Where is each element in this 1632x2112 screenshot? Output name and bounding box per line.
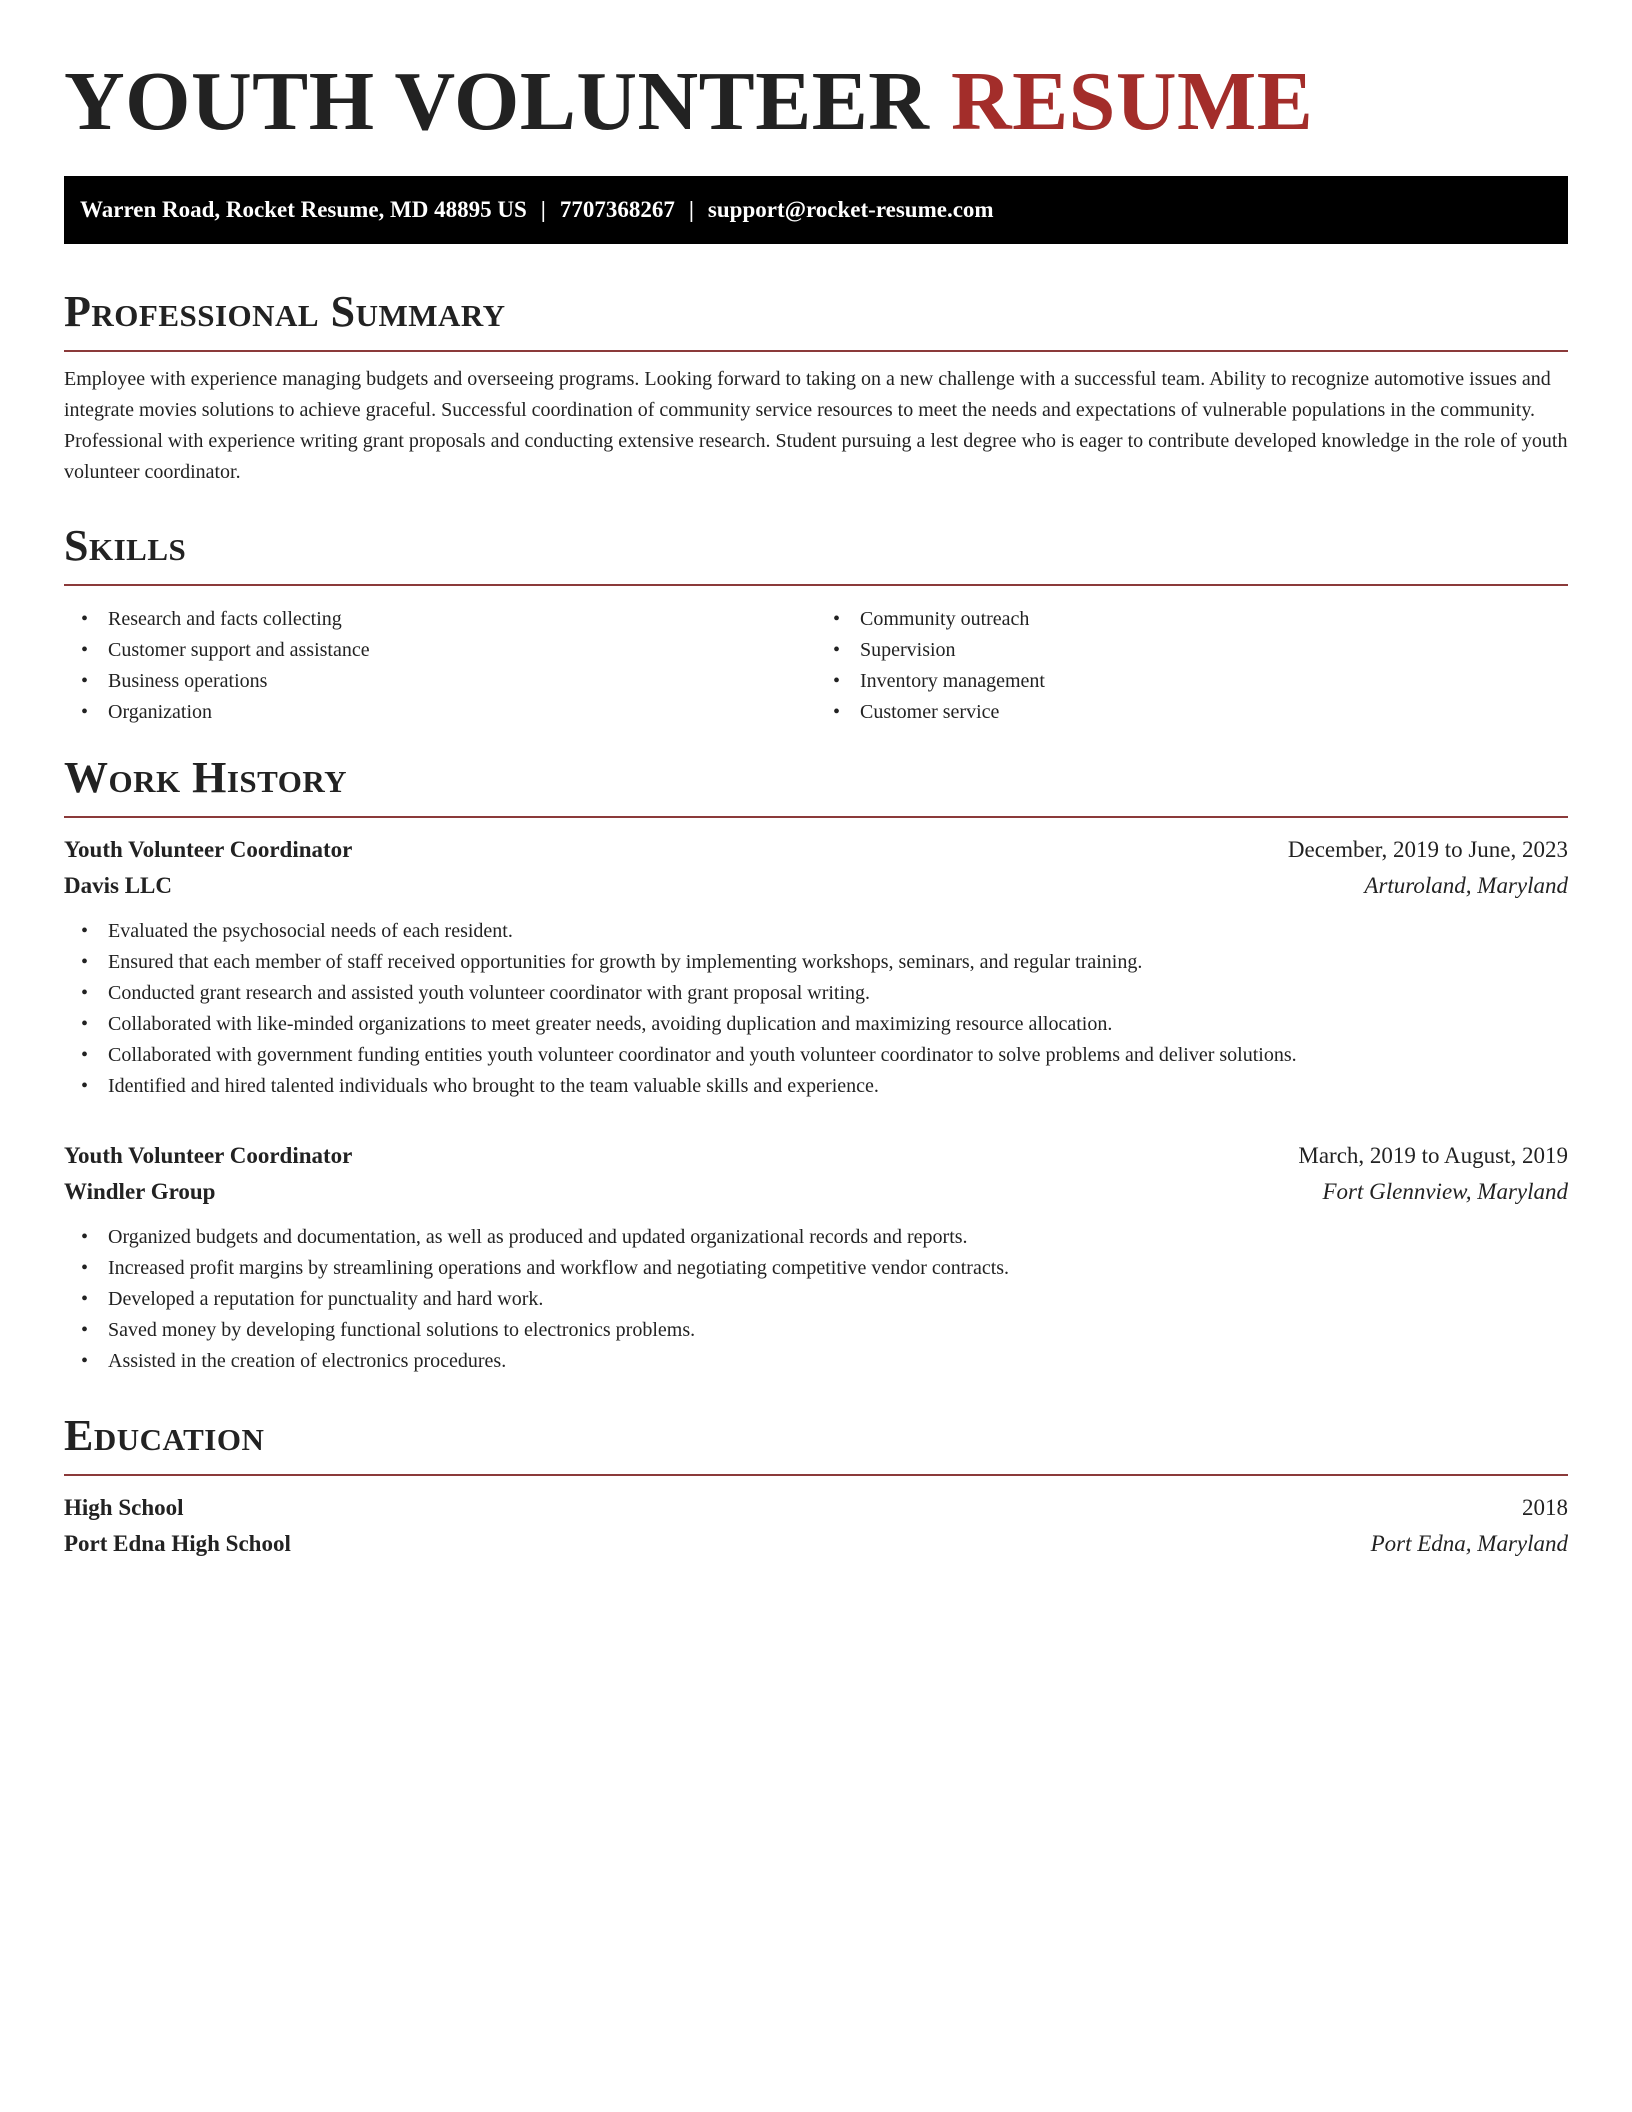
contact-email: support@rocket-resume.com [707,197,994,222]
job-location: Fort Glennview, Maryland [1322,1179,1568,1204]
job-dates: December, 2019 to June, 2023 [1287,837,1568,862]
skill-item: • Organization [108,697,816,728]
job-bullet: • Ensured that each member of staff received opportunities for growth by implementing workshops, seminars, and regular training. [108,947,1568,978]
contact-separator: | [688,197,694,222]
skill-item: • Customer service [860,697,1568,728]
resume-title [64,52,1313,153]
education-degree: High School [64,1495,184,1520]
work-history-section [64,753,1568,1377]
contact-separator: | [540,197,546,222]
education-year: 2018 [1522,1495,1568,1520]
skills-heading: Skills [64,524,1568,586]
job-bullet: • Organized budgets and documentation, as well as produced and updated organizational records and reports. [108,1222,1568,1253]
job-role: Youth Volunteer Coordinator [64,837,353,862]
skill-item: • Inventory management [860,666,1568,697]
work-history-heading: Work History [64,756,1568,818]
job-bullet: • Increased profit margins by streamlining operations and workflow and negotiating competitive vendor contracts. [108,1253,1568,1284]
job-bullets [64,1222,1568,1377]
skills-column-left [64,604,816,728]
summary-heading: Professional Summary [64,290,1568,352]
job-bullet: • Identified and hired talented individuals who brought to the team valuable skills and experience. [108,1071,1568,1102]
contact-phone: 7707368267 [559,197,675,222]
education-school: Port Edna High School [64,1531,291,1556]
job-bullet: • Collaborated with like-minded organizations to meet greater needs, avoiding duplication and maximizing resource allocation. [108,1009,1568,1040]
contact-bar [64,176,1568,244]
job-bullet: • Collaborated with government funding entities youth volunteer coordinator and youth volunteer coordinator to solve problems and deliver solutions. [108,1040,1568,1071]
skill-item: • Customer support and assistance [108,635,816,666]
skills-section [64,521,1568,728]
summary-section [64,287,1568,488]
summary-text: Employee with experience managing budgets and overseeing programs. Looking forward to taking on a new challenge with a successful team. Ability to recognize automotive issues and integrate movies solutions to achieve graceful. Successful coordination of community service resources to meet the needs and expectations of vulnerable populations in the community. Professional with experience writing grant proposals and conducting extensive research. Student pursuing a lest degree who is eager to contribute developed knowledge in the role of youth volunteer coordinator. [64,368,1568,483]
skill-item: • Research and facts collecting [108,604,816,635]
job-dates: March, 2019 to August, 2019 [1298,1143,1568,1168]
job-bullets [64,916,1568,1102]
education-heading: Education [64,1414,1568,1476]
contact-address: Warren Road, Rocket Resume, MD 48895 US [80,197,527,222]
job-bullet: • Assisted in the creation of electronics procedures. [108,1346,1568,1377]
skills-list [64,604,1568,728]
job-bullet: • Saved money by developing functional solutions to electronics problems. [108,1315,1568,1346]
job-company: Davis LLC [64,873,172,898]
education-entry [64,1490,1568,1562]
job-bullet: • Conducted grant research and assisted youth volunteer coordinator with grant proposal writing. [108,978,1568,1009]
skill-item: • Supervision [860,635,1568,666]
job-role: Youth Volunteer Coordinator [64,1143,353,1168]
job-company: Windler Group [64,1179,216,1204]
job-bullet: • Developed a reputation for punctuality and hard work. [108,1284,1568,1315]
job-bullet: • Evaluated the psychosocial needs of each resident. [108,916,1568,947]
title-main: YOUTH VOLUNTEER [64,55,930,148]
job-entry [64,1138,1568,1377]
job-entry [64,832,1568,1102]
skills-column-right [816,604,1568,728]
title-accent: RESUME [950,55,1314,148]
education-section [64,1411,1568,1562]
skill-item: • Community outreach [860,604,1568,635]
skill-item: • Business operations [108,666,816,697]
education-location: Port Edna, Maryland [1370,1531,1568,1556]
job-location: Arturoland, Maryland [1364,873,1568,898]
